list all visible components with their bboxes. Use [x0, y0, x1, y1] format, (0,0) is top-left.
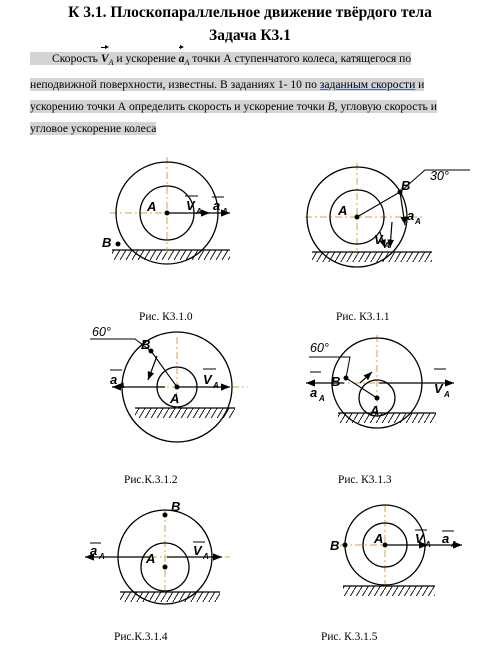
acceleration-sub: A	[319, 394, 325, 403]
velocity-sub: A	[444, 390, 450, 399]
point-a-label: A	[338, 203, 348, 218]
angle-label: 60°	[92, 325, 111, 339]
point-a-label: A	[170, 391, 180, 406]
page-title: К 3.1. Плоскопараллельное движение твёрдого тела	[68, 4, 432, 21]
point-a-label: A	[370, 403, 380, 418]
acceleration-sub: A	[99, 552, 105, 561]
point-a-label: A	[374, 531, 384, 546]
acceleration-subscript: A	[184, 58, 190, 67]
velocity-label: V	[186, 198, 195, 213]
velocity-symbol: V	[101, 48, 109, 70]
point-b-label: B	[102, 235, 112, 250]
figure-caption-5: Рис. К.3.1.5	[321, 631, 378, 643]
figure-caption-2: Рис.К.3.1.2	[124, 474, 178, 486]
figure-0	[102, 157, 230, 264]
figure-caption-4: Рис.К.3.1.4	[114, 631, 168, 643]
point-b-label: B	[141, 337, 151, 352]
statement-link[interactable]: заданным скорости	[319, 78, 416, 91]
angle-label: 30°	[430, 169, 449, 183]
figure-5	[330, 505, 462, 596]
point-b-label: B	[171, 499, 181, 514]
point-a-label: A	[146, 551, 156, 566]
acceleration-label: a	[90, 543, 98, 558]
velocity-label: V	[203, 372, 212, 387]
velocity-sub: A	[384, 241, 390, 250]
velocity-label: V	[434, 381, 443, 396]
velocity-subscript: A	[108, 58, 114, 67]
velocity-label: V	[193, 543, 202, 558]
statement-text-5: , угловую скорость и угловое ускорение колеса	[30, 100, 437, 135]
velocity-sub: A	[213, 381, 219, 390]
figure-caption-3: Рис. К3.1.3	[338, 474, 392, 486]
figure-caption-0: Рис. К3.1.0	[139, 311, 193, 323]
acceleration-label: a	[110, 372, 118, 387]
acceleration-label: a	[213, 198, 221, 213]
acceleration-sub: A	[415, 217, 421, 226]
acceleration-sub: A	[222, 207, 228, 216]
point-b-label: B	[330, 538, 340, 553]
acceleration-label: a	[442, 531, 450, 546]
acceleration-sub: A	[119, 381, 125, 390]
task-subtitle: Задача К3.1	[209, 27, 291, 44]
angle-label: 60°	[310, 341, 329, 355]
velocity-label: V	[415, 531, 424, 546]
figure-3	[306, 335, 454, 428]
figure-caption-1: Рис. К3.1.1	[336, 311, 390, 323]
velocity-sub: A	[425, 540, 431, 549]
figure-2	[90, 325, 248, 442]
acceleration-sub: A	[451, 540, 457, 549]
velocity-sub: A	[203, 552, 209, 561]
velocity-sub: A	[196, 207, 202, 216]
point-b-symbol: B	[327, 100, 335, 113]
acceleration-label: a	[310, 385, 318, 400]
statement-text-3: точки А ступенчатого колеса, катящегося по неподвижной поверхности, известны. В заданиях 1- 10 по	[30, 52, 412, 91]
figure-4	[85, 499, 230, 604]
acceleration-label: a	[407, 208, 415, 223]
acceleration-symbol: a	[179, 48, 185, 70]
point-b-label: B	[401, 178, 411, 193]
figure-1	[305, 163, 470, 267]
point-a-label: A	[147, 199, 157, 214]
velocity-label: V	[374, 232, 383, 247]
statement-text-1: Скорость	[52, 52, 101, 65]
statement-text-2: и ускорение	[113, 52, 179, 65]
statement-text-4: и ускорению точки А определить скорость и ускорение точки	[30, 78, 425, 113]
point-b-label: B	[331, 374, 341, 389]
